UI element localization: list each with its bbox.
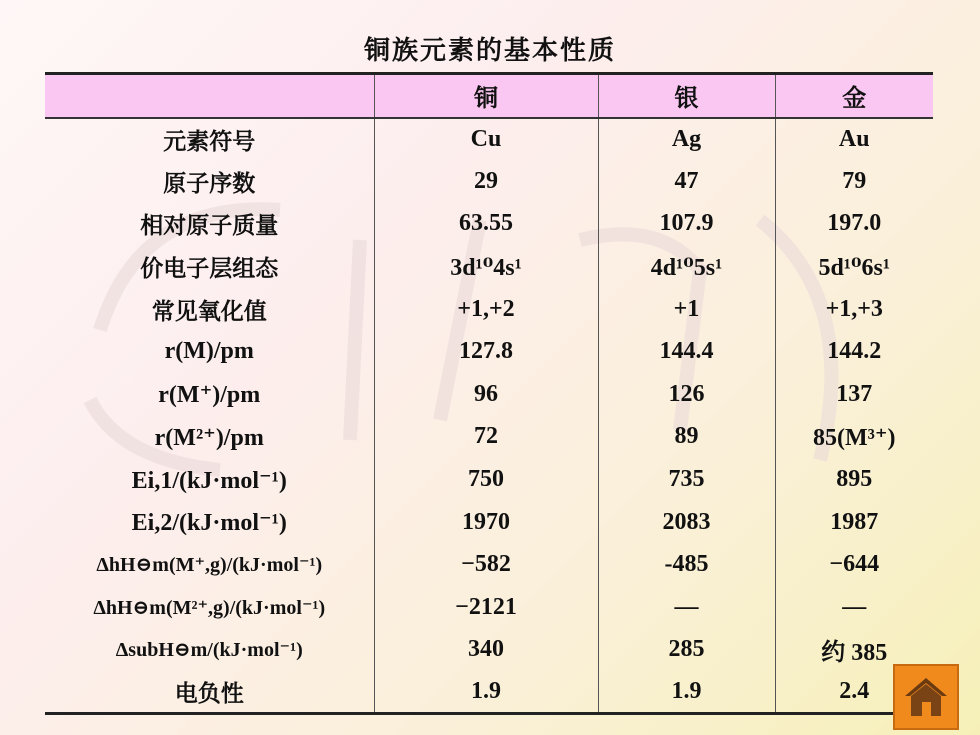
copper-value: 96: [374, 373, 598, 416]
home-icon: [895, 666, 957, 728]
table-row: [45, 629, 933, 672]
copper-value: 1970: [374, 501, 598, 544]
row-label: r(M)/pm: [164, 338, 254, 365]
row-label: 常见氧化值: [151, 298, 267, 325]
copper-value: 340: [374, 629, 598, 672]
table-row: [45, 203, 933, 246]
gold-value: 85(M³⁺): [775, 416, 933, 459]
silver-value: 1.9: [598, 671, 775, 714]
copper-value: 72: [374, 416, 598, 459]
table-row: [45, 501, 933, 544]
gold-value: Au: [775, 118, 933, 161]
table-row: [45, 330, 933, 373]
copper-value: −582: [374, 543, 598, 586]
properties-table: [45, 72, 933, 715]
table-row: [45, 118, 933, 161]
gold-value: 约 385: [775, 629, 933, 672]
copper-value: 63.55: [374, 203, 598, 246]
row-label: ΔhH⊖m(M²⁺,g)/(kJ·mol⁻¹): [93, 596, 326, 619]
silver-value: 47: [598, 160, 775, 203]
header-copper: 铜: [374, 74, 598, 118]
silver-value: 285: [598, 629, 775, 672]
header-empty: [45, 74, 374, 118]
silver-value: 89: [598, 416, 775, 459]
table-row: [45, 671, 933, 714]
row-label: 相对原子质量: [140, 213, 279, 240]
silver-value: 2083: [598, 501, 775, 544]
copper-value: Cu: [374, 118, 598, 161]
row-label: ΔsubH⊖m/(kJ·mol⁻¹): [115, 639, 303, 662]
copper-value: 750: [374, 458, 598, 501]
table-row: [45, 543, 933, 586]
copper-value: +1,+2: [374, 288, 598, 331]
silver-value: 735: [598, 458, 775, 501]
silver-value: 126: [598, 373, 775, 416]
row-label: ΔhH⊖m(M⁺,g)/(kJ·mol⁻¹): [96, 554, 323, 577]
table-row: [45, 458, 933, 501]
row-label: r(M²⁺)/pm: [154, 424, 264, 451]
copper-value: −2121: [374, 586, 598, 629]
silver-value: Ag: [598, 118, 775, 161]
table-row: [45, 245, 933, 288]
table-row: [45, 416, 933, 459]
row-label: 价电子层组态: [140, 256, 279, 283]
gold-value: 5d¹⁰6s¹: [775, 245, 933, 288]
header-row: [45, 74, 933, 118]
gold-value: 144.2: [775, 330, 933, 373]
table-row: [45, 586, 933, 629]
copper-value: 3d¹⁰4s¹: [374, 245, 598, 288]
gold-value: 895: [775, 458, 933, 501]
table-row: [45, 373, 933, 416]
copper-value: 1.9: [374, 671, 598, 714]
row-label: 元素符号: [163, 128, 256, 155]
silver-value: +1: [598, 288, 775, 331]
gold-value: 197.0: [775, 203, 933, 246]
row-label: Ei,1/(kJ·mol⁻¹): [131, 467, 287, 494]
header-gold: 金: [775, 74, 933, 118]
row-label: 电负性: [45, 671, 374, 714]
gold-value: 79: [775, 160, 933, 203]
silver-value: 107.9: [598, 203, 775, 246]
gold-value: 1987: [775, 501, 933, 544]
gold-value: 137: [775, 373, 933, 416]
row-label: 原子序数: [163, 170, 256, 197]
home-button[interactable]: [893, 664, 959, 730]
gold-value: −644: [775, 543, 933, 586]
gold-value: +1,+3: [775, 288, 933, 331]
copper-value: 29: [374, 160, 598, 203]
page-title: 铜族元素的基本性质: [363, 36, 616, 66]
table-row: [45, 288, 933, 331]
copper-value: 127.8: [374, 330, 598, 373]
row-label: Ei,2/(kJ·mol⁻¹): [131, 510, 287, 537]
gold-value: —: [775, 586, 933, 629]
silver-value: 144.4: [598, 330, 775, 373]
table-row: [45, 160, 933, 203]
header-silver: 银: [598, 74, 775, 118]
silver-value: -485: [598, 543, 775, 586]
silver-value: 4d¹⁰5s¹: [598, 245, 775, 288]
row-label: r(M⁺)/pm: [158, 382, 261, 409]
gold-value: 2.4: [775, 671, 933, 714]
silver-value: —: [598, 586, 775, 629]
